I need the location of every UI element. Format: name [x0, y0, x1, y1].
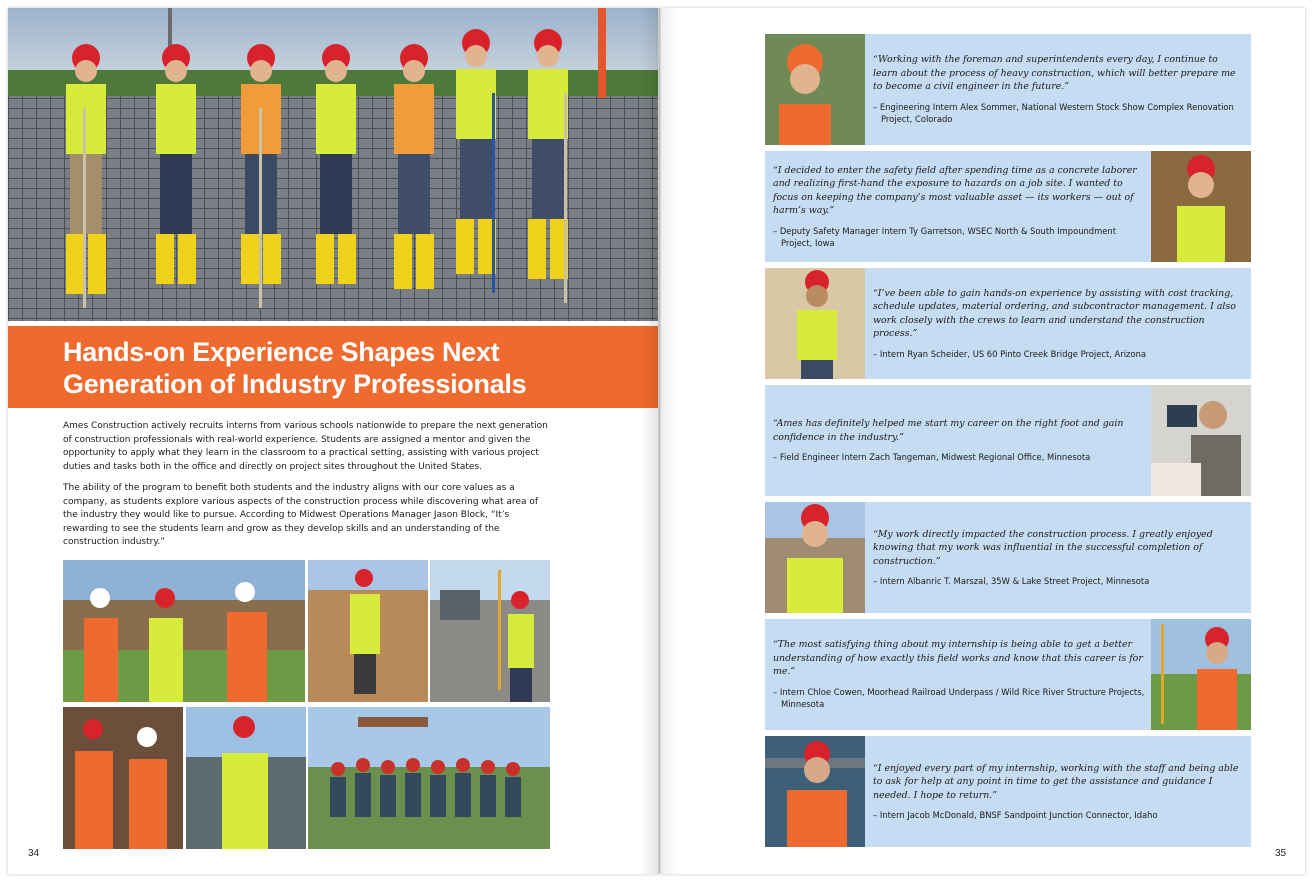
testimonial-photo	[765, 736, 865, 847]
testimonial-quote: “I decided to enter the safety field after spending time as a concrete laborer and realizing first-hand the exposure to hazards on a job site. I wanted to focus on keeping the company’s most valuable asset — its workers — out of harm’s way.”	[773, 164, 1137, 216]
testimonial-photo	[1151, 151, 1251, 262]
page-number-right: 35	[1275, 848, 1287, 859]
testimonial-photo	[765, 502, 865, 613]
title-band	[8, 326, 658, 408]
article-title-line2: Generation of Industry Professionals	[63, 369, 527, 399]
testimonial-quote: “Ames has definitely helped me start my career on the right foot and gain confidence in the industry.”	[773, 418, 1124, 443]
testimonial-quote: “I enjoyed every part of my internship, working with the staff and being able to ask for help at any point in time to get the assistance and guidance I needed. I hope to return.”	[873, 762, 1239, 801]
testimonial-attribution: – Intern Albanric T. Marszal, 35W & Lake Street Project, Minnesota	[873, 576, 1150, 586]
testimonial-card	[765, 619, 1251, 730]
testimonial-quote: “The most satisfying thing about my internship is being able to get a better understanding of how exactly this field works and know that this career is for me.”	[773, 639, 1143, 678]
testimonial-card	[765, 268, 1251, 379]
testimonial-card	[765, 34, 1251, 145]
left-page	[8, 8, 658, 874]
testimonial-quote: “Working with the foreman and superintendents every day, I continue to learn about the process of heavy construction, which will better prepare me to become a civil engineer in the future.”	[873, 54, 1236, 93]
testimonial-quote: “I’ve been able to gain hands-on experience by assisting with cost tracking, schedule updates, material ordering, and subcontractor management. I also work closely with the crews to learn and understand the construction process.”	[873, 287, 1236, 340]
testimonial-card	[765, 151, 1251, 262]
right-page	[660, 8, 1305, 874]
testimonial-photo	[1151, 385, 1251, 496]
testimonial-photo	[765, 34, 865, 145]
testimonial-photo	[765, 268, 865, 379]
testimonial-card	[765, 385, 1251, 496]
testimonial-attribution: – Intern Ryan Scheider, US 60 Pinto Creek Bridge Project, Arizona	[873, 348, 1147, 359]
body-paragraph-2: The ability of the program to benefit both students and the industry aligns with our core values as a company, as students explore various aspects of the construction process while discovering what area of the industry they would like to pursue. According to Midwest Operations Manager Jason Block, “It’s rewarding to see the students learn and grow as they develop skills and an understanding of the construction industry.”	[63, 483, 539, 547]
testimonial-attribution: – Field Engineer Intern Zach Tangeman, Midwest Regional Office, Minnesota	[773, 452, 1091, 463]
collage-photo-intern-bridge	[186, 707, 306, 849]
testimonial-attribution: – Intern Jacob McDonald, BNSF Sandpoint Junction Connector, Idaho	[873, 810, 1158, 820]
testimonial-card	[765, 502, 1251, 613]
collage-photo-intern-group	[308, 707, 550, 849]
testimonial-attribution: – Deputy Safety Manager Intern Ty Garretson, WSEC North & South Impoundment Project, Iowa	[773, 225, 1117, 248]
collage-photo-three-interns	[63, 560, 305, 702]
testimonial-card	[765, 736, 1251, 847]
collage-photo-intern-survey	[430, 560, 550, 702]
testimonial-attribution: – Engineering Intern Alex Sommer, National Western Stock Show Complex Renovation Project, Colorado	[873, 101, 1234, 125]
collage-photo-intern-formwork	[308, 560, 428, 702]
testimonial-attribution: – Intern Chloe Cowen, Moorhead Railroad Underpass / Wild Rice River Structure Projects, Minnesota	[773, 686, 1145, 710]
article-title	[63, 336, 633, 400]
page-number-left: 34	[28, 848, 40, 859]
hero-group-photo	[8, 8, 658, 321]
testimonial-photo	[1151, 619, 1251, 730]
body-paragraph-1: Ames Construction actively recruits interns from various schools nationwide to prepare the next generation of construction professionals with real-world experience. Students are assigned a mentor and given the opportunity to apply what they learn in the classroom to a practical setting, assisting with various project duties and tasks both in the office and directly on project sites throughout the United States.	[63, 421, 548, 472]
collage-photo-two-interns	[63, 707, 183, 849]
article-title-line1: Hands-on Experience Shapes Next	[63, 337, 500, 367]
testimonial-quote: “My work directly impacted the construction process. I greatly enjoyed knowing that my work was influential in the successful completion of construction.”	[873, 528, 1213, 567]
